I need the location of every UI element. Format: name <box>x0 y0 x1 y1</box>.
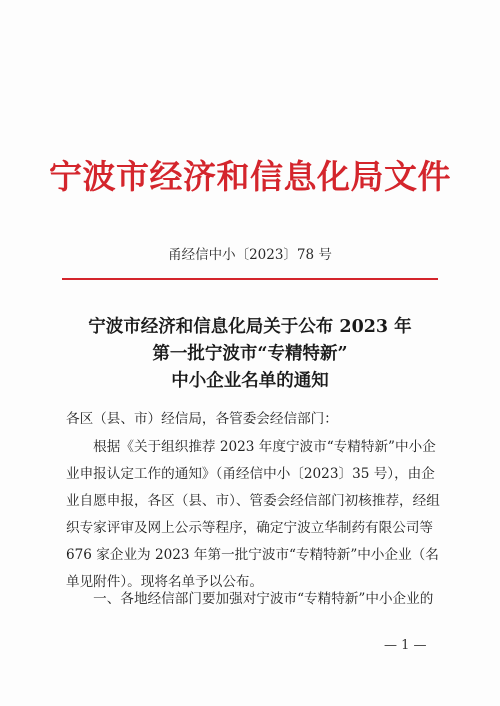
notice-title-line: 宁波市经济和信息化局关于公布 2023 年 <box>88 317 412 337</box>
document-number: 甬经信中小〔2023〕78 号 <box>168 247 332 263</box>
paragraph-line: 一、各地经信部门要加强对宁波市“专精特新”中小企业的 <box>66 591 434 607</box>
paragraph-line: 业自愿申报，各区（县、市）、管委会经信部门初核推荐，经组 <box>66 493 440 509</box>
paragraph-line: 676 家企业为 2023 年第一批宁波市“专精特新”中小企业（名 <box>66 547 439 563</box>
document-header-title: 宁波市经济和信息化局文件 <box>49 157 451 196</box>
header-divider <box>62 278 438 280</box>
notice-title-line: 第一批宁波市“专精特新” <box>152 344 348 364</box>
body-paragraph-2 <box>66 586 446 613</box>
page-number: — 1 — <box>384 638 427 653</box>
paragraph-line: 根据《关于组织推荐 2023 年度宁波市“专精特新”中小企 <box>66 439 436 455</box>
paragraph-line: 业申报认定工作的通知》（甬经信中小〔2023〕35 号），由企 <box>66 466 435 482</box>
paragraph-line: 织专家评审及网上公示等程序，确定宁波立华制药有限公司等 <box>66 520 434 536</box>
notice-title <box>0 314 500 395</box>
paragraph-line: 单见附件）。现将名单予以公布。 <box>66 574 264 590</box>
notice-title-line: 中小企业名单的通知 <box>171 371 329 391</box>
body-paragraph-1 <box>66 434 446 596</box>
salutation: 各区（县、市）经信局，各管委会经信部门： <box>66 411 338 427</box>
